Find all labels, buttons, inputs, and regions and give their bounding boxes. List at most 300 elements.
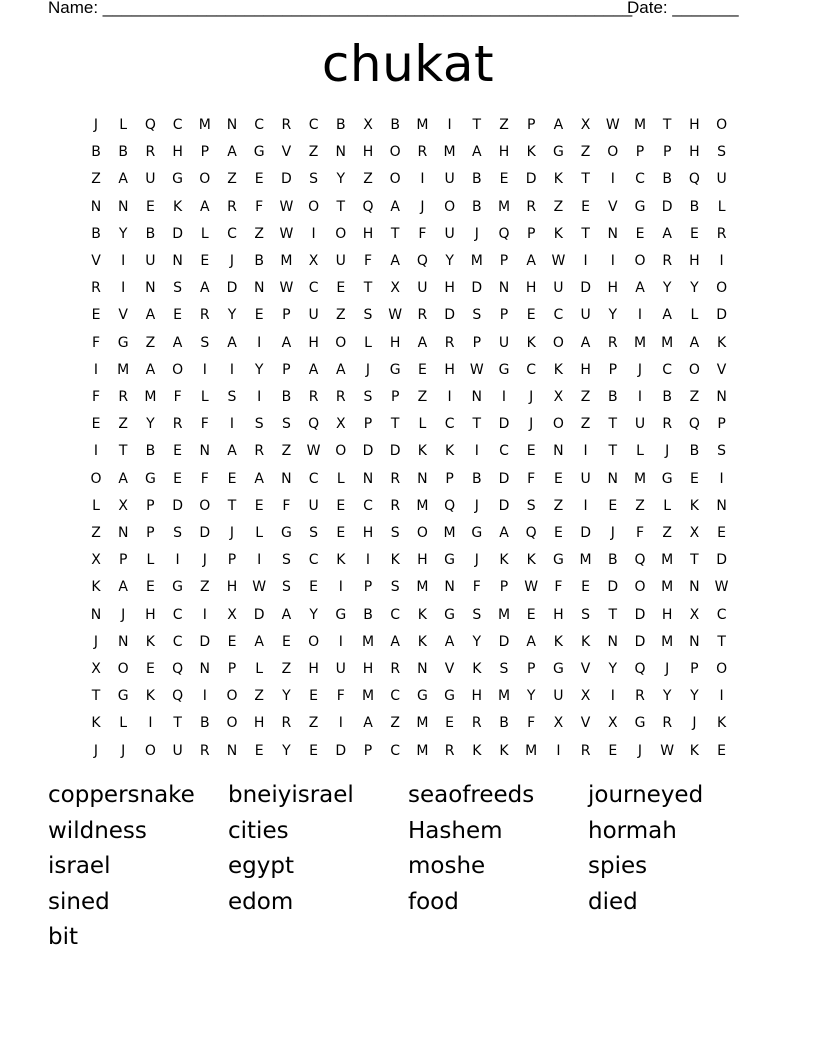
grid-letter: F: [255, 198, 264, 215]
grid-letter: L: [92, 497, 100, 514]
grid-letter: H: [661, 606, 673, 623]
grid-letter: Z: [363, 171, 373, 188]
grid-letter: D: [661, 198, 673, 215]
grid-letter: R: [227, 198, 237, 215]
grid-letter: D: [498, 470, 510, 487]
grid-letter: J: [93, 117, 99, 133]
grid-letter: B: [607, 552, 618, 569]
grid-letter: I: [93, 443, 99, 460]
grid-letter: A: [118, 579, 128, 596]
grid-letter: O: [716, 117, 728, 133]
grid-letter: F: [418, 225, 427, 242]
grid-letter: R: [281, 715, 292, 732]
grid-letter: Z: [553, 497, 564, 514]
grid-letter: O: [634, 253, 646, 269]
grid-letter: Y: [282, 742, 291, 759]
grid-letter: M: [633, 470, 647, 487]
grid-letter: P: [608, 361, 618, 378]
grid-letter: V: [580, 661, 591, 677]
name-field-label: Name: ________________________________________________________: [48, 0, 633, 17]
grid-letter: J: [474, 497, 479, 514]
grid-letter: P: [499, 307, 509, 324]
grid-letter: Z: [254, 688, 264, 705]
grid-letter: K: [417, 443, 427, 460]
grid-letter: C: [172, 606, 183, 623]
grid-letter: I: [229, 416, 235, 433]
grid-letter: L: [636, 443, 644, 460]
grid-letter: I: [556, 742, 561, 759]
grid-letter: R: [444, 334, 455, 351]
grid-letter: H: [362, 661, 374, 677]
grid-letter: L: [663, 497, 672, 514]
grid-letter: N: [498, 280, 510, 297]
grid-letter: Y: [662, 688, 672, 705]
grid-letter: G: [552, 144, 564, 161]
grid-letter: P: [472, 334, 482, 351]
grid-letter: Z: [308, 715, 319, 732]
grid-letter: B: [471, 470, 482, 487]
grid-letter: G: [117, 688, 129, 705]
grid-letter: H: [498, 144, 510, 161]
grid-letter: K: [472, 661, 482, 677]
grid-letter: N: [226, 742, 238, 759]
grid-letter: J: [365, 361, 371, 378]
grid-letter: B: [499, 715, 509, 732]
grid-letter: B: [689, 443, 700, 460]
grid-letter: S: [717, 144, 727, 161]
grid-letter: X: [118, 497, 128, 514]
grid-letter: Z: [580, 416, 591, 433]
grid-letter: R: [526, 198, 537, 215]
grid-letter: N: [362, 470, 374, 487]
grid-letter: B: [91, 144, 101, 161]
grid-letter: M: [633, 334, 647, 351]
grid-letter: O: [688, 361, 700, 378]
grid-letter: O: [335, 443, 347, 460]
grid-letter: T: [336, 198, 346, 215]
grid-letter: D: [172, 497, 183, 514]
grid-letter: A: [254, 470, 264, 487]
grid-letter: V: [608, 198, 618, 215]
grid-letter: F: [91, 334, 101, 351]
grid-letter: E: [336, 280, 346, 297]
grid-letter: G: [552, 552, 564, 569]
grid-letter: K: [91, 715, 101, 732]
grid-letter: O: [199, 171, 211, 188]
grid-letter: Z: [390, 715, 400, 732]
grid-letter: O: [308, 198, 320, 215]
grid-letter: X: [689, 606, 700, 623]
grid-letter: Q: [308, 416, 320, 433]
grid-letter: S: [200, 334, 210, 351]
grid-letter: S: [472, 606, 482, 623]
word-list-item: journeyed: [588, 782, 704, 808]
grid-letter: S: [390, 525, 400, 541]
grid-letter: P: [282, 307, 291, 324]
grid-letter: G: [471, 525, 483, 541]
grid-letter: M: [443, 144, 456, 161]
grid-letter: C: [363, 497, 373, 514]
grid-letter: R: [662, 715, 673, 732]
grid-letter: O: [335, 225, 347, 242]
grid-letter: D: [199, 633, 211, 650]
grid-letter: C: [308, 280, 319, 297]
word-list-item: spies: [588, 853, 648, 879]
grid-letter: T: [608, 416, 618, 433]
grid-letter: B: [471, 198, 482, 215]
grid-letter: J: [610, 525, 615, 541]
grid-letter: X: [91, 661, 101, 677]
grid-letter: R: [118, 389, 129, 405]
grid-letter: I: [121, 253, 126, 269]
grid-letter: U: [145, 253, 156, 269]
grid-letter: G: [416, 688, 428, 705]
grid-letter: C: [390, 742, 401, 759]
grid-letter: O: [226, 688, 238, 705]
grid-letter: Y: [118, 225, 128, 242]
grid-letter: M: [361, 633, 375, 650]
grid-letter: A: [254, 633, 264, 650]
grid-letter: E: [526, 443, 536, 460]
grid-letter: E: [145, 579, 155, 596]
grid-letter: B: [335, 117, 346, 133]
grid-letter: S: [363, 307, 373, 324]
grid-letter: E: [635, 225, 645, 242]
grid-letter: U: [308, 307, 319, 324]
grid-letter: J: [93, 633, 99, 650]
grid-letter: J: [529, 389, 534, 405]
grid-letter: N: [281, 470, 292, 487]
grid-letter: U: [553, 688, 564, 705]
grid-letter: J: [121, 606, 126, 623]
grid-letter: W: [388, 307, 403, 324]
grid-letter: N: [417, 661, 428, 677]
grid-letter: R: [716, 225, 727, 242]
grid-letter: N: [553, 443, 564, 460]
grid-letter: Y: [526, 688, 536, 705]
grid-letter: P: [363, 579, 373, 596]
grid-letter: R: [254, 443, 265, 460]
grid-letter: Q: [634, 552, 646, 569]
grid-letter: N: [117, 198, 129, 215]
grid-letter: O: [172, 361, 184, 378]
word-list-item: bit: [48, 924, 79, 950]
grid-letter: M: [198, 117, 211, 133]
grid-letter: Q: [172, 688, 184, 705]
grid-letter: Y: [146, 416, 155, 433]
grid-letter: D: [471, 280, 483, 297]
puzzle-title: chukat: [321, 35, 495, 93]
grid-letter: M: [416, 715, 429, 732]
grid-letter: E: [173, 443, 183, 460]
grid-letter: K: [689, 497, 699, 514]
grid-letter: C: [308, 470, 319, 487]
grid-letter: K: [689, 742, 699, 759]
grid-letter: X: [390, 280, 400, 297]
grid-letter: G: [661, 470, 673, 487]
grid-letter: Z: [200, 579, 210, 596]
grid-letter: J: [93, 742, 99, 759]
grid-letter: V: [580, 715, 591, 732]
grid-letter: F: [173, 389, 182, 405]
grid-letter: C: [172, 633, 183, 650]
grid-letter: P: [445, 470, 454, 487]
grid-letter: N: [607, 470, 619, 487]
grid-letter: S: [254, 416, 264, 433]
grid-letter: O: [144, 742, 156, 759]
grid-letter: S: [472, 307, 482, 324]
grid-letter: T: [662, 117, 672, 133]
grid-letter: R: [390, 497, 401, 514]
grid-letter: X: [689, 525, 700, 541]
grid-letter: W: [551, 253, 566, 269]
grid-letter: O: [389, 171, 401, 188]
grid-letter: W: [252, 579, 267, 596]
word-list-item: bneiyisrael: [228, 782, 354, 808]
grid-letter: A: [118, 470, 128, 487]
grid-letter: R: [471, 715, 482, 732]
grid-letter: N: [172, 253, 183, 269]
grid-letter: E: [526, 307, 536, 324]
word-list-item: seaofreeds: [408, 782, 535, 808]
grid-letter: Z: [91, 171, 101, 188]
grid-letter: M: [361, 688, 375, 705]
grid-letter: E: [717, 742, 727, 759]
grid-letter: C: [308, 117, 319, 133]
grid-letter: O: [552, 416, 564, 433]
grid-letter: M: [280, 253, 293, 269]
grid-letter: Z: [281, 661, 292, 677]
grid-letter: K: [417, 633, 427, 650]
grid-letter: H: [362, 144, 374, 161]
grid-letter: I: [610, 171, 615, 188]
word-list-item: cities: [228, 817, 289, 844]
grid-letter: A: [526, 633, 536, 650]
grid-letter: X: [227, 606, 237, 623]
grid-letter: D: [172, 225, 183, 242]
grid-letter: T: [690, 552, 699, 569]
grid-letter: P: [499, 253, 509, 269]
grid-letter: P: [363, 416, 373, 433]
grid-letter: T: [363, 280, 373, 297]
grid-letter: T: [608, 606, 618, 623]
grid-letter: E: [608, 742, 618, 759]
grid-letter: X: [336, 416, 346, 433]
grid-letter: J: [229, 253, 235, 269]
grid-letter: R: [417, 307, 428, 324]
grid-letter: R: [662, 416, 673, 433]
grid-letter: K: [553, 171, 563, 188]
grid-letter: R: [662, 253, 673, 269]
grid-letter: I: [365, 552, 371, 569]
grid-letter: H: [689, 117, 700, 133]
grid-letter: X: [553, 389, 564, 405]
grid-letter: L: [418, 416, 427, 433]
grid-letter: L: [119, 715, 128, 732]
grid-letter: M: [443, 525, 456, 541]
grid-letter: U: [553, 280, 564, 297]
grid-letter: U: [634, 416, 646, 433]
grid-letter: H: [389, 334, 401, 351]
grid-letter: D: [716, 307, 727, 324]
grid-letter: K: [91, 579, 101, 596]
grid-letter: I: [447, 117, 452, 133]
grid-letter: E: [173, 470, 183, 487]
grid-letter: F: [200, 470, 209, 487]
grid-letter: Z: [580, 144, 591, 161]
grid-letter: K: [581, 633, 591, 650]
grid-letter: G: [172, 579, 184, 596]
grid-letter: M: [497, 198, 511, 215]
grid-letter: H: [553, 606, 564, 623]
grid-letter: A: [390, 253, 400, 269]
grid-letter: S: [227, 389, 237, 405]
grid-letter: I: [148, 715, 153, 732]
grid-letter: T: [390, 225, 400, 242]
grid-letter: I: [474, 443, 479, 460]
grid-letter: R: [172, 416, 183, 433]
grid-letter: R: [335, 389, 346, 405]
grid-letter: T: [581, 171, 590, 188]
grid-letter: D: [580, 525, 591, 541]
grid-letter: M: [579, 552, 592, 569]
grid-letter: B: [118, 144, 128, 161]
grid-letter: Z: [499, 117, 509, 133]
grid-letter: N: [607, 225, 619, 242]
grid-letter: E: [281, 633, 291, 650]
grid-letter: S: [173, 525, 183, 541]
grid-letter: K: [526, 552, 536, 569]
grid-letter: H: [362, 225, 374, 242]
grid-letter: A: [145, 307, 156, 324]
grid-letter: G: [335, 606, 347, 623]
grid-letter: I: [338, 715, 343, 732]
grid-letter: Z: [635, 497, 645, 514]
grid-letter: D: [498, 416, 510, 433]
grid-letter: L: [364, 334, 372, 351]
grid-letter: K: [173, 198, 183, 215]
grid-letter: E: [553, 525, 563, 541]
grid-letter: U: [716, 171, 727, 188]
grid-letter: X: [308, 253, 319, 269]
grid-letter: K: [553, 361, 563, 378]
grid-letter: L: [690, 307, 699, 324]
grid-letter: Z: [689, 389, 700, 405]
grid-letter: S: [173, 280, 183, 297]
grid-letter: Y: [608, 661, 618, 677]
grid-letter: W: [279, 280, 294, 297]
word-list-item: edom: [228, 888, 294, 915]
grid-letter: J: [420, 198, 425, 215]
grid-letter: O: [716, 661, 728, 677]
grid-letter: D: [716, 552, 727, 569]
grid-letter: Y: [336, 171, 346, 188]
grid-letter: F: [363, 253, 373, 269]
grid-letter: E: [227, 470, 237, 487]
grid-letter: E: [689, 470, 699, 487]
grid-letter: G: [253, 144, 265, 161]
grid-letter: D: [580, 280, 591, 297]
grid-letter: T: [581, 225, 590, 242]
grid-letter: I: [610, 253, 615, 269]
grid-letter: N: [716, 389, 727, 405]
grid-letter: R: [444, 742, 455, 759]
grid-letter: D: [226, 280, 238, 297]
grid-letter: B: [199, 715, 210, 732]
grid-letter: E: [91, 307, 101, 324]
grid-letter: N: [90, 606, 102, 623]
grid-letter: P: [118, 552, 128, 569]
grid-letter: X: [580, 688, 591, 705]
grid-letter: S: [581, 606, 591, 623]
grid-letter: Q: [688, 416, 700, 433]
grid-letter: O: [389, 144, 401, 161]
grid-letter: R: [281, 117, 292, 133]
grid-letter: G: [498, 361, 510, 378]
grid-letter: Y: [608, 307, 618, 324]
grid-letter: Z: [145, 334, 156, 351]
grid-letter: C: [499, 443, 509, 460]
grid-letter: N: [253, 280, 265, 297]
grid-letter: D: [253, 606, 265, 623]
grid-letter: D: [281, 171, 292, 188]
grid-letter: L: [255, 661, 264, 677]
grid-letter: D: [199, 525, 211, 541]
grid-letter: L: [717, 198, 726, 215]
grid-letter: N: [716, 497, 727, 514]
grid-letter: E: [145, 661, 155, 677]
grid-letter: J: [121, 742, 126, 759]
grid-letter: I: [257, 552, 262, 569]
grid-letter: B: [145, 225, 156, 242]
grid-letter: T: [91, 688, 101, 705]
grid-letter: A: [172, 334, 183, 351]
grid-letter: A: [200, 280, 210, 297]
grid-letter: Y: [254, 361, 264, 378]
grid-letter: I: [202, 688, 207, 705]
grid-letter: C: [716, 606, 727, 623]
grid-letter: N: [145, 280, 156, 297]
grid-letter: U: [335, 253, 346, 269]
grid-letter: A: [444, 633, 455, 650]
grid-letter: K: [472, 742, 482, 759]
grid-letter: E: [336, 497, 346, 514]
grid-letter: E: [499, 171, 509, 188]
word-list-item: coppersnake: [48, 782, 195, 808]
date-field-label: Date: _______: [627, 0, 739, 17]
grid-letter: J: [474, 225, 479, 242]
grid-letter: E: [309, 742, 319, 759]
grid-letter: W: [469, 361, 484, 378]
grid-letter: Q: [144, 117, 156, 133]
grid-letter: H: [525, 280, 537, 297]
grid-letter: C: [390, 606, 401, 623]
grid-letter: K: [417, 606, 427, 623]
grid-letter: G: [634, 198, 646, 215]
grid-letter: R: [580, 742, 591, 759]
grid-letter: D: [362, 443, 374, 460]
grid-letter: A: [526, 253, 536, 269]
grid-letter: C: [308, 552, 319, 569]
grid-letter: Z: [118, 416, 128, 433]
grid-letter: B: [471, 171, 482, 188]
grid-letter: E: [717, 525, 727, 541]
word-list-item: hormah: [588, 817, 677, 844]
grid-letter: U: [417, 280, 428, 297]
grid-letter: F: [527, 715, 536, 732]
grid-letter: M: [661, 633, 674, 650]
grid-letter: N: [689, 633, 700, 650]
